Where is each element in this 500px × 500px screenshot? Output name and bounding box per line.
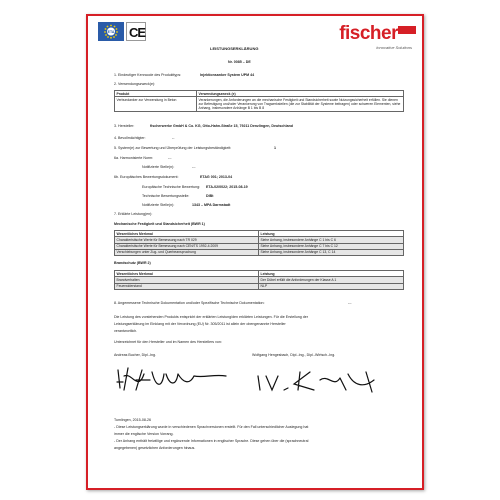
item-6b-value: ETAG 001; 2013-04 [200, 175, 233, 179]
document-number: Nr. 0085 – DE [228, 60, 251, 64]
bwr2-title: Brandschutz (BWR 2) [114, 261, 151, 265]
signatory-2: Wolfgang Hengesbach, Dipl.-Ing., Dipl.-Wirtsch.-Ing. [252, 353, 336, 357]
eu-flag-icon [98, 22, 124, 41]
declaration-line: Leistungserklärung im Einklang mit der Verordnung (EU) Nr. 305/2011 ist allein der obengenannte Hersteller [114, 322, 286, 326]
note-line: immer die englische Version Vorrang. [114, 432, 174, 436]
bwr2-table [114, 270, 404, 290]
signature-1 [114, 364, 234, 394]
table-row [115, 249, 404, 255]
signature-2 [254, 366, 384, 396]
item-8-value: --- [348, 301, 352, 305]
table-row [115, 283, 404, 289]
item-8-label: 8. Angemessene Technische Dokumentation und/oder Spezifische Technische Dokumentation: [114, 301, 265, 305]
signed-for: Unterzeichnet für den Hersteller und im Namen des Herstellers von: [114, 340, 222, 344]
use-table-header-use: Verwendungszweck (e) [197, 91, 404, 97]
table-cell: NLP [259, 283, 404, 289]
brand-logo-mark-icon [398, 26, 416, 34]
note-line: - Diese Leistungserklärung wurde in verschiedenen Sprachversionen erstellt. Für den Fall unterschiedlicher Auslegung hat [114, 425, 309, 429]
table-cell: Siehe Anhang, insbesondere Anhänge C 13, C 14 [259, 249, 404, 255]
item-1-value: Injektionsanker System UPM 44 [200, 73, 255, 77]
use-table-header-product: Produkt [115, 91, 197, 97]
item-5-label: 5. System(e) zur Bewertung und Überprüfung der Leistungsbeständigkeit: [114, 146, 232, 150]
tab-label: Technische Bewertungsstelle: [142, 194, 190, 198]
brand-logo: fischer [339, 23, 398, 44]
table-cell: Siehe Anhang, insbesondere Anhänge C 7 bis C 12 [259, 243, 404, 249]
use-table [114, 90, 404, 112]
table-cell: Feuerwiderstand [115, 283, 259, 289]
note-line: - Der Anhang enthält freiwillige und ergänzende Informationen in englischer Sprache. Diese gehen über die (sprachneutral [114, 439, 309, 443]
tab-value: DIBt [206, 194, 214, 198]
item-6a-nb-label: Notifizierte Stelle(n): [142, 165, 175, 169]
bwr1-title: Mechanische Festigkeit und Standsicherheit (BWR 1) [114, 222, 205, 226]
item-6a-label: 6a. Harmonisierte Norm: [114, 156, 154, 160]
bwr1-header-performance: Leistung [259, 231, 404, 237]
declaration-sheet [86, 14, 424, 490]
nb-value: 1343 – MPA Darmstadt [192, 203, 231, 207]
table-cell: Siehe Anhang, insbesondere Anhänge C 1 bis C 6 [259, 237, 404, 243]
bwr1-table [114, 230, 404, 256]
eta-value: ETA-02/0022; 2015-08-19 [206, 185, 248, 189]
item-4-label: 4. Bevollmächtigter: [114, 136, 146, 140]
item-6a-nb-value: --- [192, 165, 196, 169]
signatory-1: Andreas Bucher, Dipl.-Ing. [114, 353, 156, 357]
table-cell: Charakteristische Werte für Bemessung nach TR 029 [115, 237, 259, 243]
declaration-line: verantwortlich. [114, 329, 138, 333]
table-cell: Brandverhalten [115, 277, 259, 283]
bwr1-header-feature: Wesentliches Merkmal [115, 231, 259, 237]
table-cell: Charakteristische Werte für Bemessung nach CEN/TS 1992-4:2009 [115, 243, 259, 249]
place-date: Tumlingen, 2015-08-26 [114, 418, 152, 422]
item-2-label: 2. Verwendungszweck(e): [114, 82, 156, 86]
item-6b-label: 6b. Europäisches Bewertungsdokument: [114, 175, 179, 179]
brand-tagline: Innovative Solutions [376, 45, 412, 50]
manufacturer-value: fischerwerke GmbH & Co. KG, Otto-Hahn-Straße 15, 79211 Denzlingen, Deutschland [150, 124, 293, 128]
note-line: angegebenen) gesetzlichen Anforderungen hinaus. [114, 446, 196, 450]
table-cell: Der Dübel erfüllt die Anforderungen der Klasse A 1 [259, 277, 404, 283]
declaration-line: Die Leistung des vorstehenden Produkts entspricht der erklärten Leistung/den erklärten Leistungen. Für die Erstellung der [114, 315, 308, 319]
manufacturer-label: 3. Hersteller: [114, 124, 135, 128]
nb-label: Notifizierte Stelle(n): [142, 203, 175, 207]
eta-label: Europäische Technische Bewertung: [142, 185, 201, 189]
use-table-product: Verbundanker zur Verwendung in Beton [115, 97, 197, 112]
item-1-label: 1. Eindeutiger Kenncode des Produkttyps: [114, 73, 182, 77]
item-6a-value: --- [168, 156, 172, 160]
bwr2-header-feature: Wesentliches Merkmal [115, 271, 259, 277]
document-title: LEISTUNGSERKLÄRUNG [210, 46, 259, 51]
item-4-value: -- [172, 136, 175, 140]
use-table-use: Verankerungen, die Anforderungen an die mechanische Festigkeit und Standsicherheit sowie Nutzungssicherheit erfüllen. Sie dienen zur Befestigung und/oder Verankerung von Tragwerksteilen (die zur Stabilität der Systeme beitragen) oder schweren Elementen, siehe Anhang, insbesondere Anhänge B 1 bis B 8 [197, 97, 404, 112]
ce-mark: CE [126, 22, 146, 41]
item-5-value: 1 [274, 146, 276, 150]
item-7-label: 7. Erklärte Leistung(en): [114, 212, 153, 216]
svg-text:ETA: ETA [107, 30, 115, 34]
table-cell: Verschiebungen unter Zug- und Querbeanspruchung [115, 249, 259, 255]
bwr2-header-performance: Leistung [259, 271, 404, 277]
